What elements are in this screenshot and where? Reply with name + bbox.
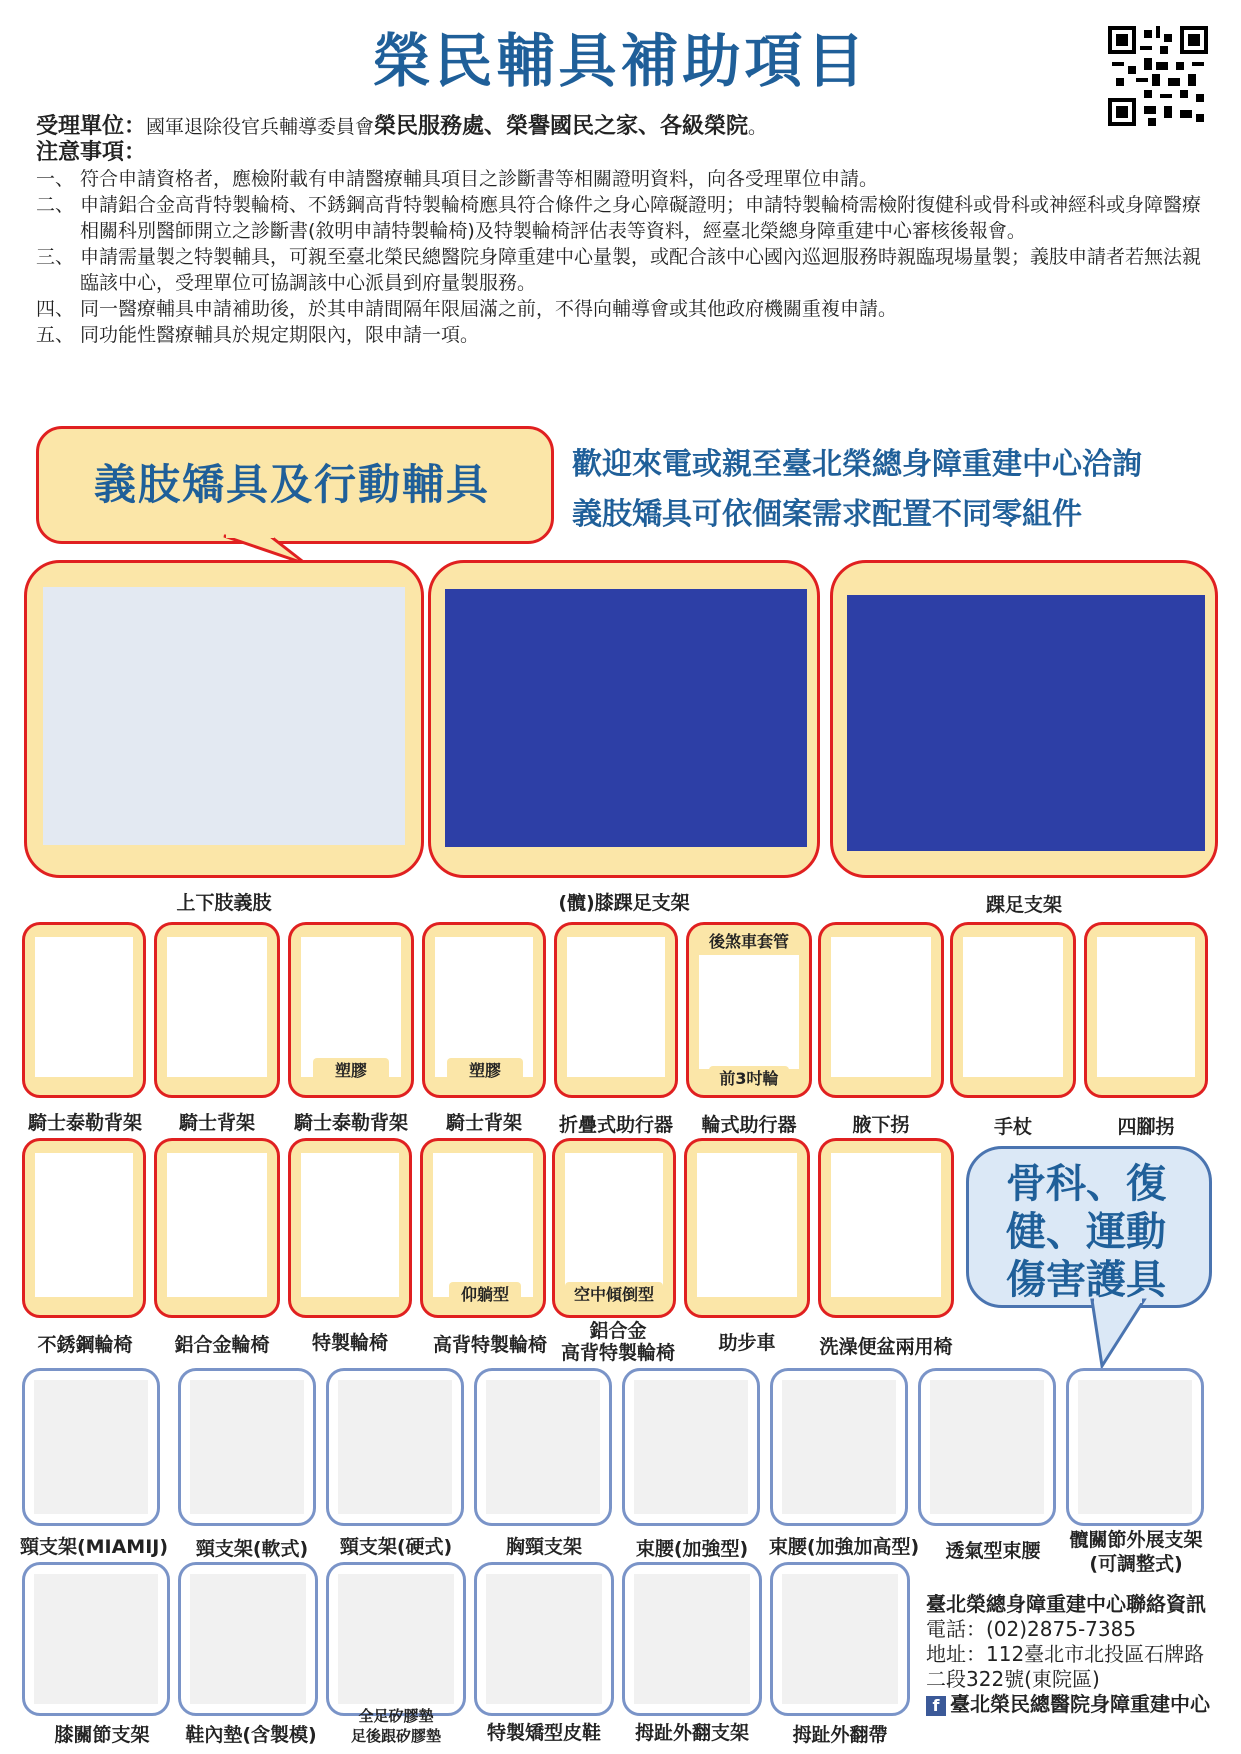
item-label: 騎士背架 [178,1112,255,1134]
item-card [554,922,678,1098]
item-label [548,1320,688,1364]
item-label: 洗澡便盆兩用椅 [819,1336,953,1358]
notice-text: 符合申請資格者，應檢附載有申請醫療輔具項目之診斷書等相關證明資料，向各受理單位申請。 [80,168,879,190]
item-label: 束腰(加強加高型) [768,1536,920,1558]
intro-section [36,114,1216,348]
notice-num: 五、 [36,324,75,346]
brace-card [918,1368,1056,1526]
item-card [1084,922,1208,1098]
item-label: 拇趾外翻帶 [792,1724,888,1746]
brace-card [178,1368,316,1526]
welcome-line: 義肢矯具可依個案需求配置不同零組件 [572,497,1082,532]
ortho-line: 健、運動 [1006,1209,1166,1255]
item-label: 頸支架(MIAMIJ) [19,1536,169,1558]
item-label: 特製矯型皮鞋 [486,1722,601,1744]
item-label: 胸頸支架 [505,1536,582,1558]
brace-card [622,1368,760,1526]
facebook-name: 臺北榮民總醫院身障重建中心 [950,1692,1210,1716]
item-label-line: 足後跟矽膠墊 [350,1727,441,1745]
contact-address: 地址：112臺北市北投區石牌路 [926,1642,1205,1666]
ortho-line: 傷害護具 [1006,1257,1166,1303]
item-label [326,1706,466,1746]
notice-item [36,244,1216,296]
contact-phone: 電話：(02)2875-7385 [926,1617,1137,1641]
brace-card [326,1368,464,1526]
notice-text: 申請需量製之特製輔具，可親至臺北榮民總醫院身障重建中心量製，或配合該中心國內巡迴服務時親臨現場量製；義肢申請者若無法親臨該中心，受理單位可協調該中心派員到府量製服務。 [80,246,1202,294]
item-card [422,922,546,1098]
panel-afo [830,560,1218,878]
item-tag: 塑膠 [447,1058,523,1081]
brace-card [22,1562,170,1716]
item-card [154,1138,280,1318]
welcome-text [572,440,1142,540]
kafo-photo [445,589,807,847]
item-label: 騎士泰勒背架 [293,1112,408,1134]
item-label: 四腳拐 [1117,1116,1175,1138]
item-label: 折疊式助行器 [558,1114,673,1136]
item-tag: 空中傾倒型 [565,1282,663,1305]
item-label: 拇趾外翻支架 [634,1722,749,1744]
facebook-icon: f [926,1696,946,1716]
notice-num: 一、 [36,168,75,190]
item-card [552,1138,676,1318]
caption-prosthesis: 上下肢義肢 [176,892,272,914]
item-label-line: 全足矽膠墊 [358,1707,434,1725]
item-card [818,922,944,1098]
section-title: 義肢矯具及行動輔具 [93,460,490,509]
item-label-line: (可調整式) [1089,1553,1183,1575]
caption-kafo: (髖)膝踝足支架 [558,892,690,914]
caption-afo: 踝足支架 [985,894,1062,916]
notice-label: 注意事項： [36,140,147,165]
item-label [1056,1528,1216,1576]
item-label: 騎士背架 [445,1112,522,1134]
notice-item [36,192,1216,244]
notice-num: 三、 [36,246,75,268]
notice-text: 同功能性醫療輔具於規定期限內，限申請一項。 [80,324,480,346]
prosthesis-photo [43,587,405,845]
panel-prosthesis [24,560,424,878]
item-tag: 塑膠 [313,1058,389,1081]
item-tag: 後煞車套管 [697,929,801,952]
notice-item [36,322,1216,348]
brace-card [178,1562,318,1716]
page-title: 榮民輔具補助項目 [372,27,869,95]
item-label: 不銹鋼輪椅 [37,1334,133,1356]
ortho-line: 骨科、復 [1006,1161,1166,1207]
contact-address: 二段322號(東院區) [926,1667,1100,1691]
item-label: 騎士泰勒背架 [27,1112,142,1134]
brace-card [1066,1368,1204,1526]
notice-text: 申請鋁合金高背特製輪椅、不銹鋼高背特製輪椅應具符合條件之身心障礙證明；申請特製輪椅需檢附復健科或骨科或神經科或身障醫療相關科別醫師開立之診斷書(敘明申請特製輪椅)及特製輪椅評估表等資料，經臺北榮總身障重建中心審核後報會。 [80,194,1202,242]
contact-heading: 臺北榮總身障重建中心聯絡資訊 [926,1592,1206,1616]
welcome-line: 歡迎來電或親至臺北榮總身障重建中心洽詢 [572,447,1142,482]
item-card [684,1138,810,1318]
notice-num: 二、 [36,194,75,216]
item-label: 特製輪椅 [311,1332,388,1354]
item-card [22,1138,146,1318]
contact-facebook [926,1692,1226,1717]
item-card [818,1138,954,1318]
brace-card [474,1562,614,1716]
item-card [288,922,414,1098]
item-label: 助步車 [718,1332,776,1354]
office-line [36,114,1216,140]
brace-card [770,1368,908,1526]
item-label: 束腰(加強型) [635,1538,749,1560]
item-tag: 前3吋輪 [709,1066,789,1089]
item-card [22,922,146,1098]
item-label: 鞋內墊(含製模) [185,1724,317,1746]
item-label: 鋁合金輪椅 [174,1334,270,1356]
item-label: 手杖 [993,1116,1032,1138]
item-label: 透氣型束腰 [945,1540,1041,1562]
brace-card [770,1562,910,1716]
panel-kafo [428,560,820,878]
brace-card [622,1562,762,1716]
afo-photo [847,595,1205,851]
item-label: 頸支架(硬式) [339,1536,453,1558]
ortho-title [966,1160,1206,1304]
notice-text: 同一醫療輔具申請補助後，於其申請間隔年限屆滿之前，不得向輔導會或其他政府機關重複申請。 [80,298,898,320]
item-label: 頸支架(軟式) [195,1538,309,1560]
item-card [288,1138,412,1318]
notice-item [36,166,1216,192]
item-card [420,1138,546,1318]
office-bold: 榮民服務處、榮譽國民之家、各級榮院 [374,114,749,139]
qr-code-icon [1108,26,1208,126]
office-end: 。 [748,116,768,138]
notice-num: 四、 [36,298,75,320]
brace-card [22,1368,160,1526]
item-card [686,922,812,1098]
office-text: 國軍退除役官兵輔導委員會 [146,116,375,138]
item-label: 高背特製輪椅 [432,1334,547,1356]
item-card [950,922,1076,1098]
notice-item [36,296,1216,322]
brace-card [474,1368,612,1526]
item-tag: 仰躺型 [449,1282,521,1305]
item-label: 腋下拐 [852,1114,910,1136]
item-label: 輪式助行器 [701,1114,797,1136]
item-label: 膝關節支架 [54,1724,150,1746]
contact-info [926,1592,1226,1717]
office-label: 受理單位： [36,114,147,139]
item-label-line: 髖關節外展支架 [1069,1529,1203,1551]
ortho-bubble-tail-icon [1086,1298,1156,1370]
item-label-line: 鋁合金 [589,1320,647,1342]
item-label-line: 高背特製輪椅 [560,1342,675,1364]
brace-card [326,1562,466,1716]
item-card [154,922,280,1098]
